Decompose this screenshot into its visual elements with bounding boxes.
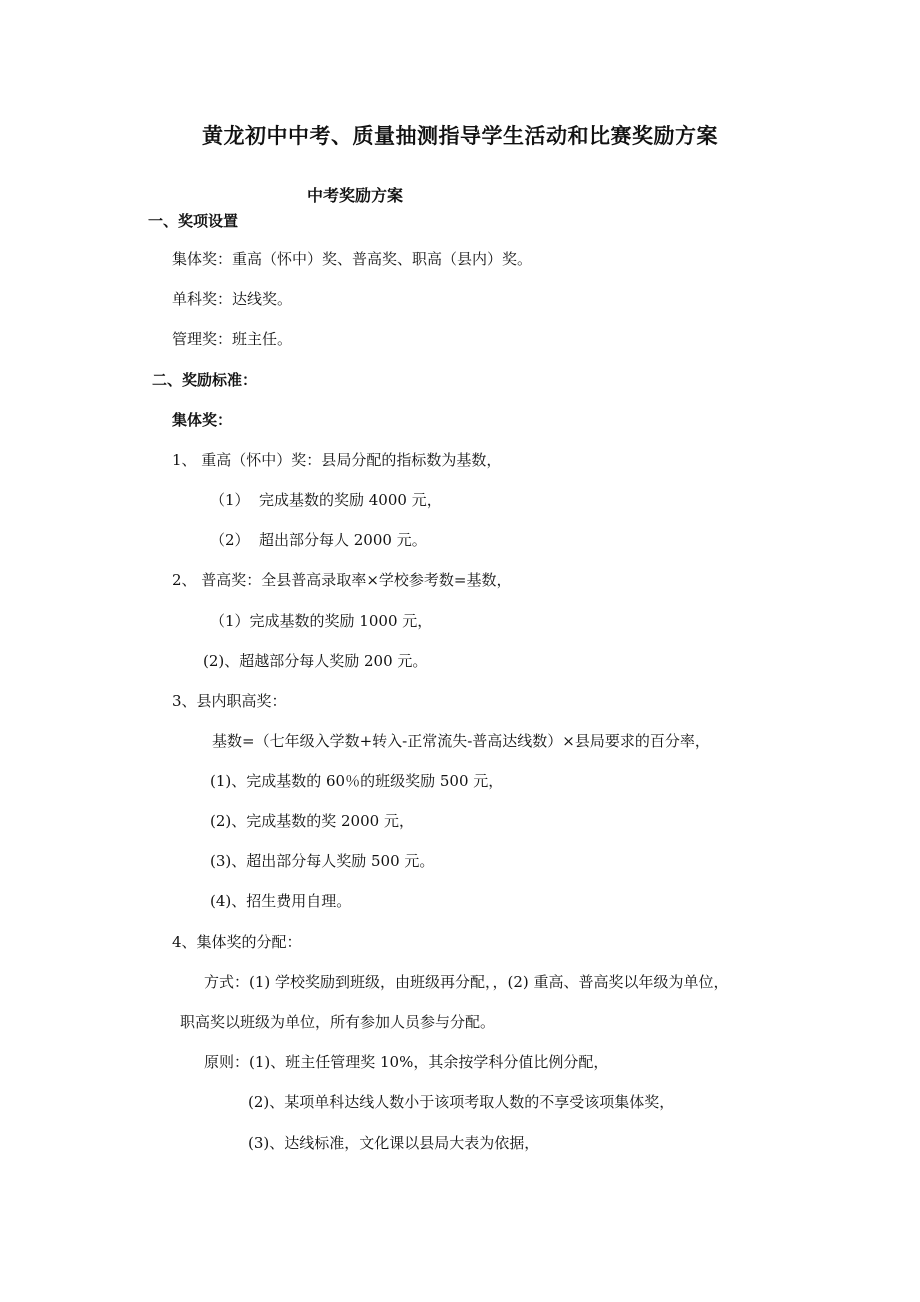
item3-sub2: (2)、完成基数的奖 2000 元，	[210, 812, 414, 830]
item4-method-line2: 职高奖以班级为单位，所有参加人员参与分配。	[180, 1013, 496, 1031]
section1-heading: 一、奖项设置	[148, 212, 239, 230]
item2-label: 2、 普高奖：全县普高录取率×学校参考数=基数，	[172, 571, 512, 589]
section2-heading: 二、奖励标准：	[152, 371, 258, 389]
award-item-management: 管理奖：班主任。	[172, 330, 293, 348]
award-item-single-subject: 单科奖：达线奖。	[172, 290, 293, 308]
document-title: 黄龙初中中考、质量抽测指导学生活动和比赛奖励方案	[202, 124, 718, 148]
item4-principle2: (2)、某项单科达线人数小于该项考取人数的不享受该项集体奖，	[248, 1093, 675, 1111]
award-item-collective: 集体奖：重高（怀中）奖、普高奖、职高（县内）奖。	[172, 250, 533, 268]
item1-label: 1、 重高（怀中）奖：县局分配的指标数为基数，	[172, 451, 502, 469]
item1-sub2-num: （2）	[210, 531, 250, 549]
group-label: 集体奖：	[172, 411, 233, 429]
item3-sub1: (1)、完成基数的 60％的班级奖励 500 元，	[210, 772, 504, 790]
item3-sub3: (3)、超出部分每人奖励 500 元。	[210, 852, 435, 870]
item1-sub1-num: （1）	[210, 491, 250, 509]
item2-sub1: （1）完成基数的奖励 1000 元，	[210, 612, 433, 630]
item4-principle1: 原则：(1)、班主任管理奖 10%，其余按学科分值比例分配，	[204, 1053, 609, 1071]
item3-sub4: (4)、招生费用自理。	[210, 892, 352, 910]
section-subtitle: 中考奖励方案	[307, 186, 404, 205]
item3-label: 3、县内职高奖：	[172, 692, 287, 710]
item1-sub2-text: 超出部分每人 2000 元。	[259, 531, 427, 549]
item4-principle3: (3)、达线标准，文化课以县局大表为依据，	[248, 1134, 540, 1152]
item4-label: 4、集体奖的分配：	[172, 933, 302, 951]
item2-sub2: (2)、超越部分每人奖励 200 元。	[203, 652, 428, 670]
item1-sub1-text: 完成基数的奖励 4000 元，	[259, 491, 442, 509]
item4-method-line1: 方式：(1) 学校奖励到班级，由班级再分配，，(2) 重高、普高奖以年级为单位，	[204, 973, 729, 991]
item3-formula: 基数=（七年级入学数+转入-正常流失-普高达线数）×县局要求的百分率，	[212, 732, 710, 750]
